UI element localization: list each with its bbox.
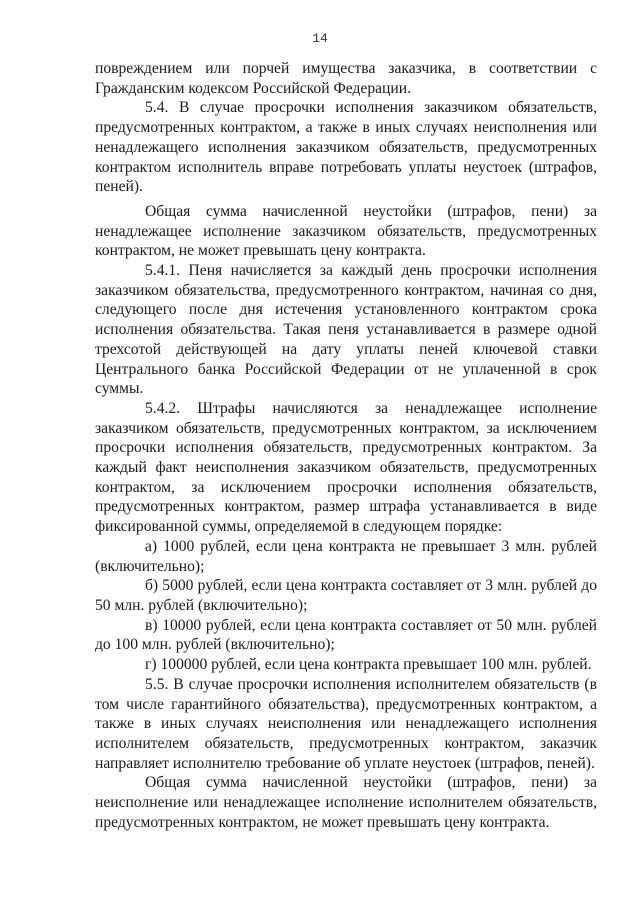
paragraph-5-5: 5.5. В случае просрочки исполнения исполнителем обязательств (в том числе гарантийного обязательства), предусмотренных контрактом, а также в иных случаях неисполнения или ненадлежащего исполнения исполнителем обязательств, предусмотренных контрактом, заказчик направляет исполнителю требование об уплате неустоек (штрафов, пеней). xyxy=(95,675,597,772)
list-item-g: г) 100000 рублей, если цена контракта превышает 100 млн. рублей. xyxy=(145,656,592,674)
list-item-v: в) 10000 рублей, если цена контракта составляет от 50 млн. рублей до 100 млн. рублей (включительно); xyxy=(95,616,597,654)
paragraph-5-4-1: 5.4.1. Пеня начисляется за каждый день просрочки исполнения заказчиком обязательства, предусмотренного контрактом, начиная со дня, следующего после дня истечения установленного контрактом срока исполнения обязательства. Такая пеня устанавливается в размере одной трехсотой действующей на дату уплаты пеней ключевой ставки Центрального банка Российской Федерации от не уплаченной в срок суммы. xyxy=(95,262,597,398)
paragraph-continuation: повреждением или порчей имущества заказчика, в соответствии с Гражданским кодексом Российской Федерации. xyxy=(95,60,597,97)
list-item-b: б) 5000 рублей, если цена контракта составляет от 3 млн. рублей до 50 млн. рублей (включительно); xyxy=(95,577,597,614)
paragraph-5-4-total-limit: Общая сумма начисленной неустойки (штрафов, пени) за ненадлежащее исполнение заказчиком обязательств, предусмотренных контрактом, не может превышать цену контракта. xyxy=(95,202,597,260)
document-body xyxy=(95,59,597,832)
paragraph-5-5-total-limit: Общая сумма начисленной неустойки (штрафов, пени) за неисполнение или ненадлежащее исполнение исполнителем обязательств, предусмотренных контрактом, не может превышать цену контракта. xyxy=(95,774,597,831)
paragraph-5-4: 5.4. В случае просрочки исполнения заказчиком обязательств, предусмотренных контрактом, а также в иных случаях неисполнения или ненадлежащего исполнения заказчиком обязательств, предусмотренных контрактом исполнитель вправе потребовать уплаты неустоек (штрафов, пеней). xyxy=(95,99,597,196)
list-item-a: а) 1000 рублей, если цена контракта не превышает 3 млн. рублей (включительно); xyxy=(95,537,597,575)
paragraph-5-4-2: 5.4.2. Штрафы начисляются за ненадлежащее исполнение заказчиком обязательств, предусмотренных контрактом, за исключением просрочки исполнения обязательств, предусмотренных контрактом. За каждый факт неисполнения заказчиком обязательств, предусмотренных контрактом, за исключением просрочки исполнения обязательств, предусмотренных контрактом, размер штрафа устанавливается в виде фиксированной суммы, определяемой в следующем порядке: xyxy=(95,399,597,536)
page-number: 14 xyxy=(312,31,328,46)
